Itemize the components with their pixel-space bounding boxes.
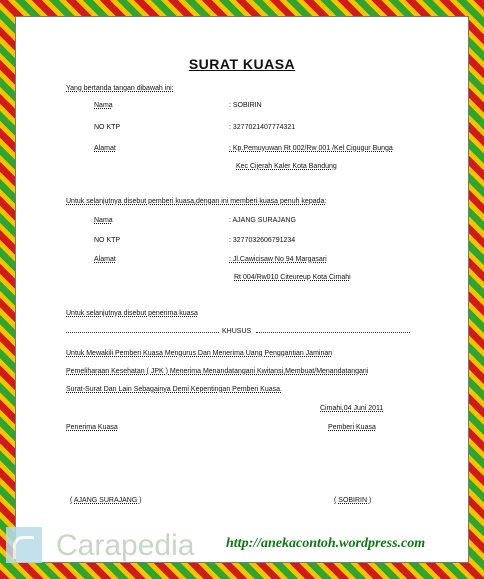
sign-right-label: Pemberi Kuasa: [328, 424, 376, 431]
body-line-1: Untuk Mewakili Pemberi Kuasa Mengurus Dan Menerima Uang Penggantian Jaminan: [66, 350, 333, 357]
intro-text: Yang bertanda tangan dibawah ini:: [66, 85, 174, 92]
home-logo-icon: [6, 527, 42, 563]
receiver-note: Untuk selanjutnya disebut penerima kuasa: [66, 310, 198, 317]
body-line-2: Pemeliharaan Kesehatan ( JPK ) Menerima Menandatangani Kwitansi,Membuat/Menandatangani: [66, 368, 369, 375]
sign-left-label: Penerima Kuasa: [66, 424, 118, 431]
giver-name-value: : SOBIRIN: [229, 102, 262, 109]
sign-right-name: ( SOBIRIN ): [334, 497, 372, 504]
dotted-line-left: [66, 332, 219, 333]
giver-ktp-label: NO KTP: [94, 124, 121, 131]
giver-ktp-value: : 3277021407774321: [229, 124, 296, 131]
sign-left-name: ( AJANG SURAJANG ): [70, 497, 142, 504]
body-line-3: Surat-Surat Dan Lain Sebagainya Demi Kepentingan Pemberi Kuasa.: [66, 386, 282, 393]
letter-title: SURAT KUASA: [188, 56, 296, 72]
receiver-address-line-1: : Jl.Cawicisaw No 94 Margasari: [229, 256, 327, 263]
receiver-name-value: : AJANG SURAJANG: [229, 217, 296, 224]
receiver-address-line-2: Rt 004/Rw010 Citeureup Kota Cimahi: [234, 274, 351, 281]
brand-watermark: [0, 523, 230, 571]
giver-address-line-1: : Kp.Pemuyuwan Rt 002/Rw 001 /Kel Cigugur Bunga: [229, 145, 393, 152]
receiver-ktp-value: : 3277032606791234: [229, 237, 296, 244]
giver-address-label: Alamat: [94, 145, 116, 152]
giver-address-line-2: Kec Cijerah Kaler Kota Bandung: [236, 163, 337, 170]
khusus-heading: KHUSUS: [222, 328, 252, 335]
receiver-address-label: Alamat: [94, 256, 116, 263]
letter-page: [20, 22, 464, 559]
transition-text: Untuk selanjutnya disebut pemberi kuasa,dengan ini memberi kuasa penuh kepada:: [66, 198, 327, 205]
giver-name-label: Nama: [94, 102, 113, 109]
brand-watermark-text: Carapedia: [56, 529, 195, 562]
dotted-line-right: [256, 332, 410, 333]
receiver-name-label: Nama: [94, 217, 113, 224]
receiver-ktp-label: NO KTP: [94, 237, 121, 244]
source-url: http://anekacontoh.wordpress.com: [226, 536, 426, 551]
place-date: Cimahi,04 Juni 2011: [320, 405, 384, 412]
